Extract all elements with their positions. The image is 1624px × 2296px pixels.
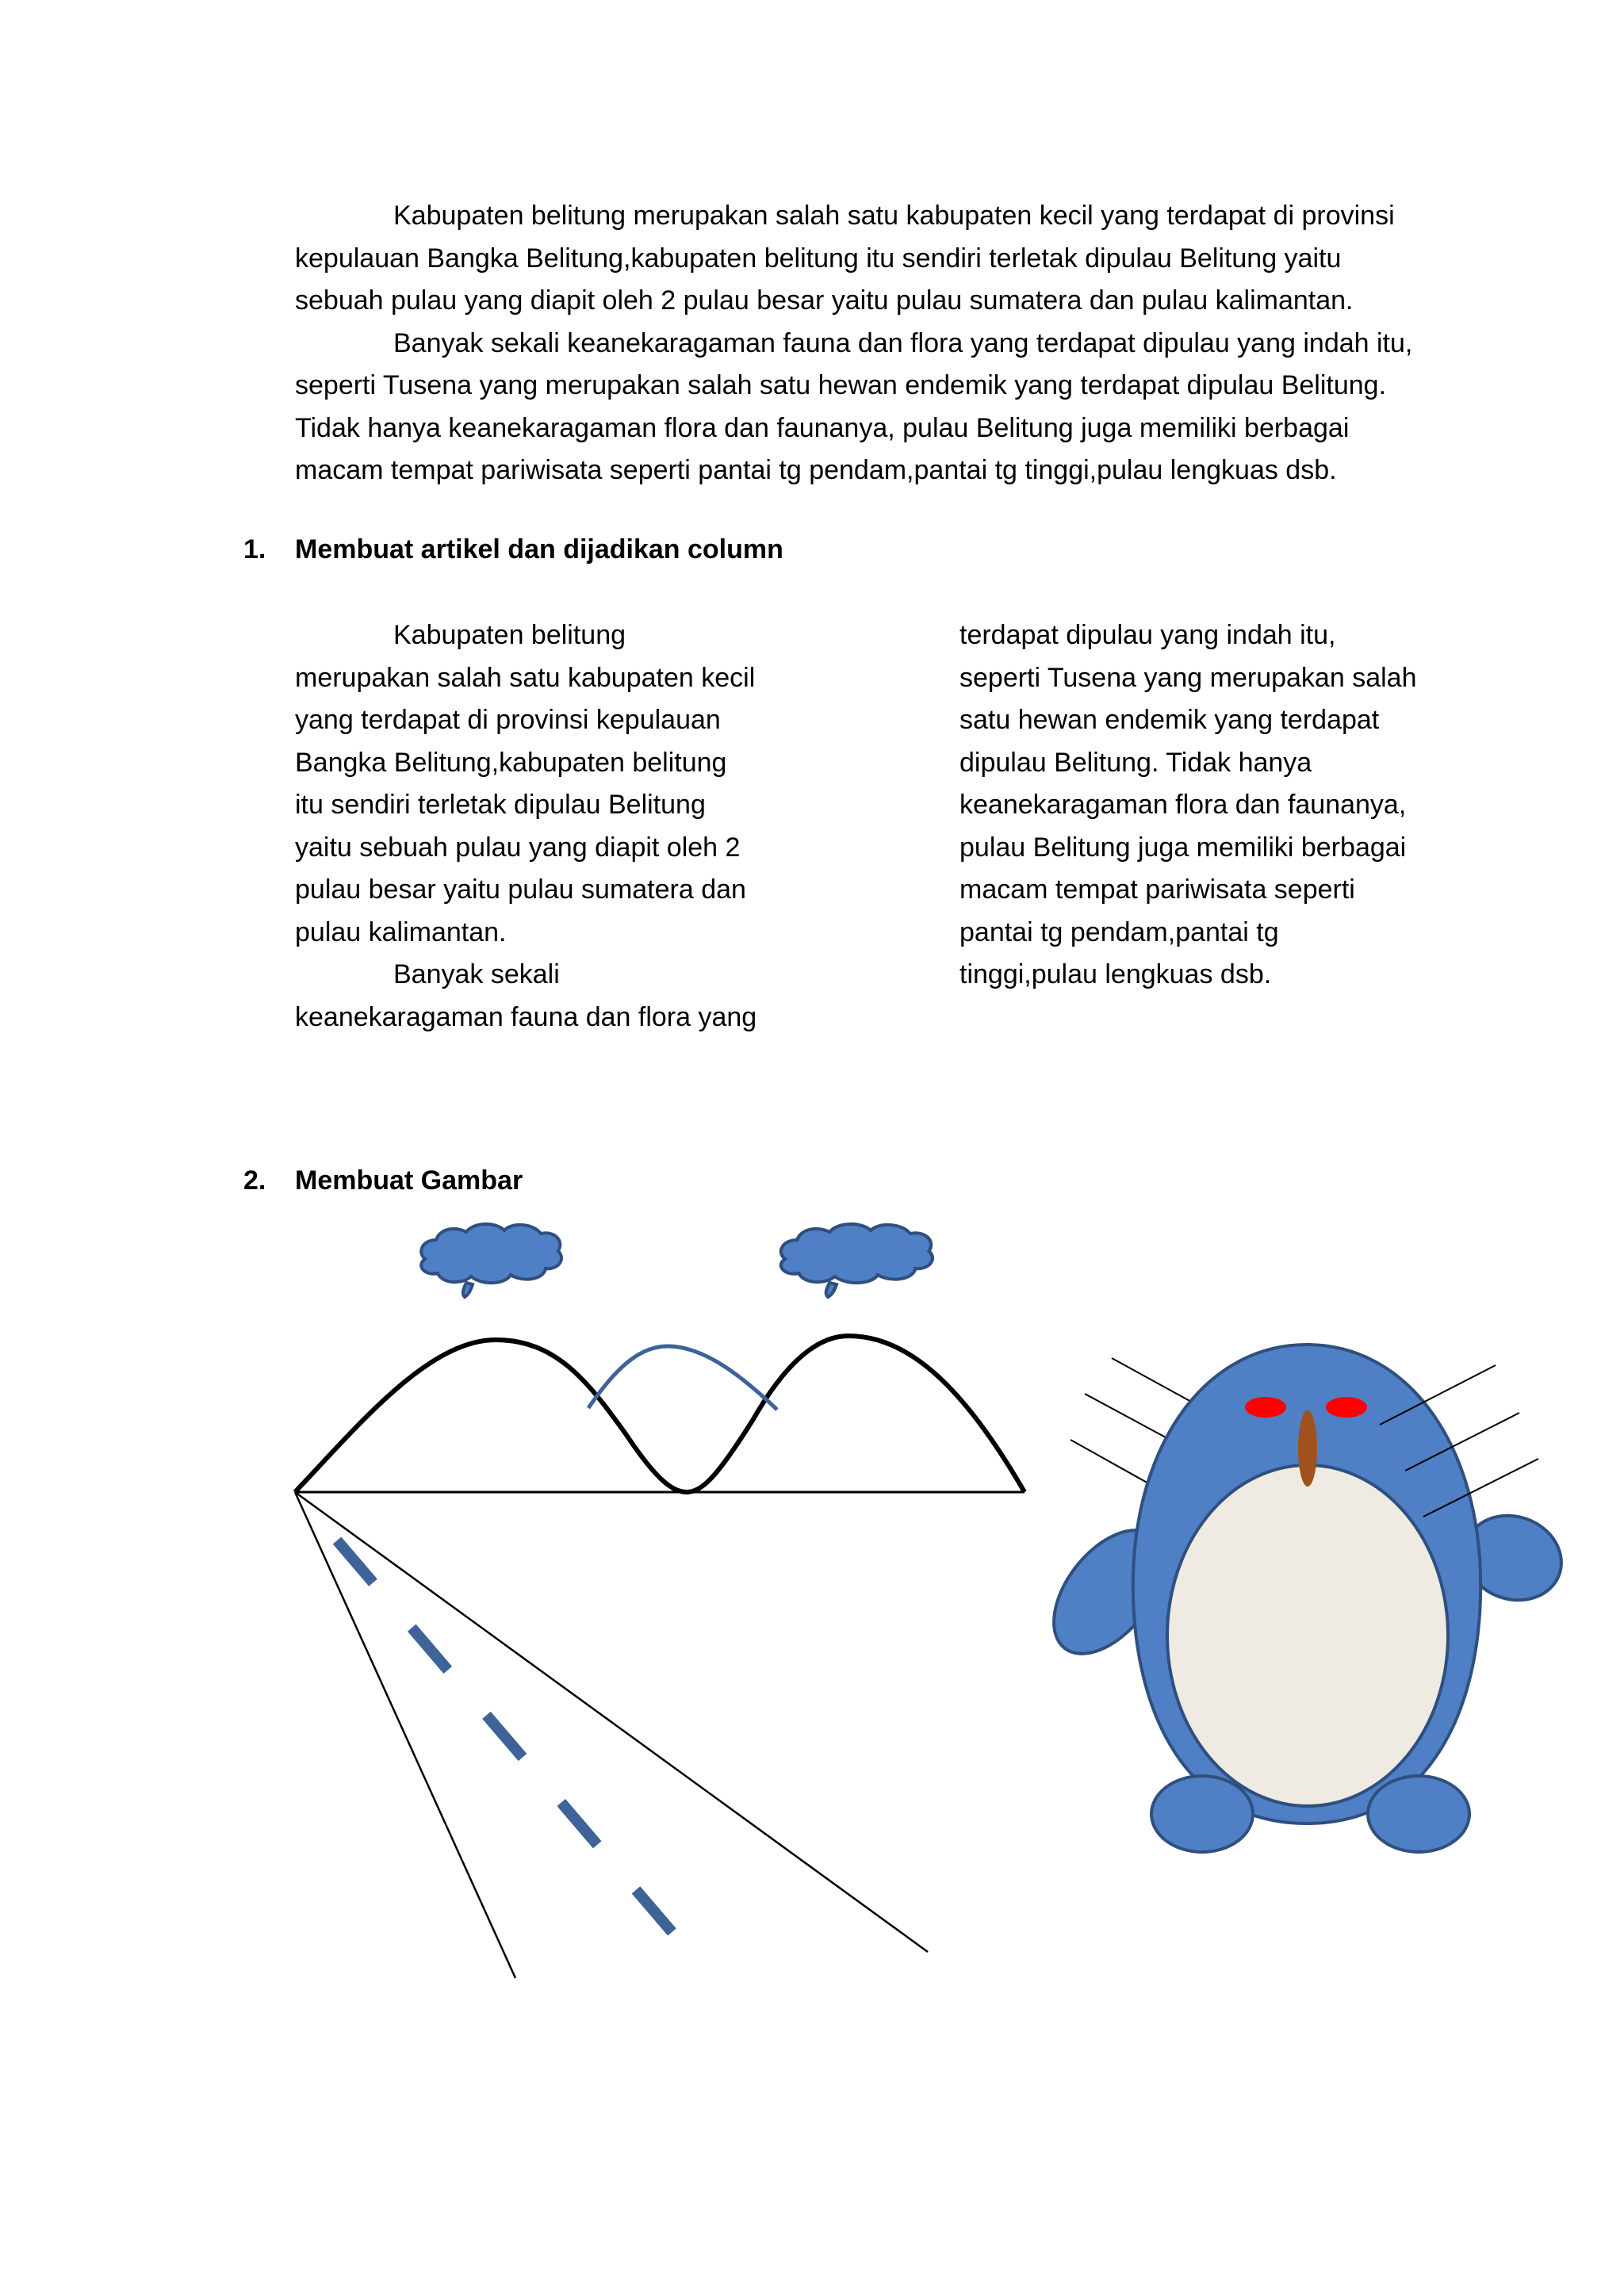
column-line: merupakan salah satu kabupaten kecil <box>295 662 756 693</box>
intro-line: kepulauan Bangka Belitung,kabupaten belitung itu sendiri terletak dipulau Belitung yaitu <box>295 243 1342 274</box>
column-line: seperti Tusena yang merupakan salah <box>959 662 1417 693</box>
intro-line: seperti Tusena yang merupakan salah satu hewan endemik yang terdapat dipulau Belitung. <box>295 370 1387 400</box>
intro-line: Banyak sekali keanekaragaman fauna dan flora yang terdapat dipulau yang indah itu, <box>393 327 1413 358</box>
column-line: keanekaragaman fauna dan flora yang <box>295 1001 757 1032</box>
column-line: Banyak sekali <box>393 959 560 989</box>
column-line: satu hewan endemik yang terdapat <box>959 705 1380 735</box>
section-number: 1. <box>243 534 266 564</box>
column-line: Bangka Belitung,kabupaten belitung <box>295 747 727 778</box>
intro-line: macam tempat pariwisata seperti pantai tg pendam,pantai tg tinggi,pulau lengkuas dsb. <box>295 455 1337 485</box>
column-line: keanekaragaman flora dan faunanya, <box>959 790 1407 820</box>
column-line: pulau besar yaitu pulau sumatera dan <box>295 874 746 905</box>
penguin-drawing <box>1032 1345 1573 1852</box>
column-line: terdapat dipulau yang indah itu, <box>959 620 1336 650</box>
column-line: pantai tg pendam,pantai tg <box>959 916 1279 947</box>
cloud-icon <box>421 1224 561 1297</box>
section-title: Membuat artikel dan dijadikan column <box>295 534 783 564</box>
column-line: yaitu sebuah pulau yang diapit oleh 2 <box>295 832 741 863</box>
column-line: pulau kalimantan. <box>295 916 507 947</box>
intro-line: Kabupaten belitung merupakan salah satu kabupaten kecil yang terdapat di provinsi <box>393 201 1395 231</box>
column-line: tinggi,pulau lengkuas dsb. <box>959 959 1272 989</box>
column-line: pulau Belitung juga memiliki berbagai <box>959 832 1407 863</box>
mountain-drawing <box>295 1336 1025 1492</box>
road-drawing <box>295 1492 928 1978</box>
cloud-icon <box>781 1224 933 1297</box>
column-line: Kabupaten belitung <box>393 620 626 650</box>
column-line: macam tempat pariwisata seperti <box>959 874 1355 905</box>
intro-line: Tidak hanya keanekaragaman flora dan faunanya, pulau Belitung juga memiliki berbagai <box>295 412 1350 443</box>
section-title: Membuat Gambar <box>295 1165 523 1196</box>
column-line: dipulau Belitung. Tidak hanya <box>959 747 1312 778</box>
column-line: itu sendiri terletak dipulau Belitung <box>295 790 706 820</box>
intro-line: sebuah pulau yang diapit oleh 2 pulau besar yaitu pulau sumatera dan pulau kalimantan. <box>295 285 1354 316</box>
section-number: 2. <box>243 1165 266 1196</box>
column-line: yang terdapat di provinsi kepulauan <box>295 705 721 735</box>
